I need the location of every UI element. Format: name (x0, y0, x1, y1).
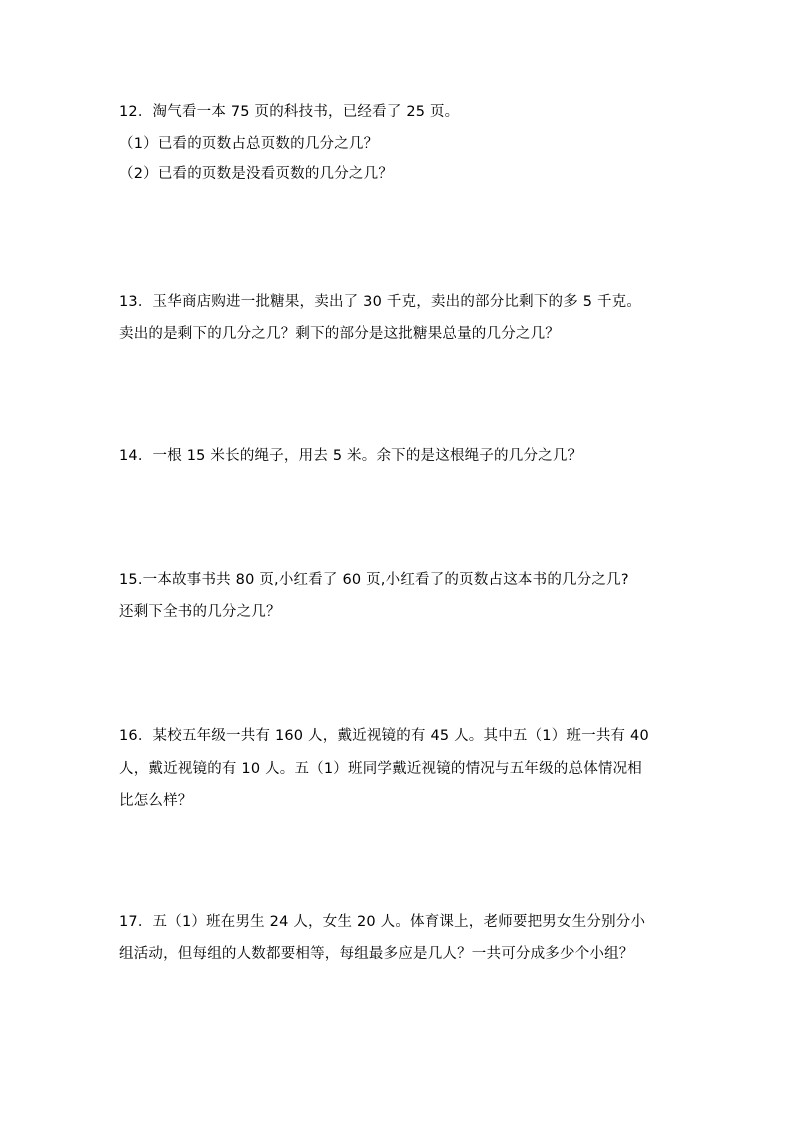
question-14-text: 14．一根 15 米长的绳子，用去 5 米。余下的是这根绳子的几分之几？ (119, 448, 583, 464)
question-15-line-1: 15.一本故事书共 80 页,小红看了 60 页,小红看了的页数占这本书的几分之几? (119, 572, 629, 588)
question-12-text: 12．淘气看一本 75 页的科技书，已经看了 25 页。 (119, 104, 460, 120)
question-12-part-2: （2）已看的页数是没看页数的几分之几？ (119, 166, 394, 182)
question-16-line-3: 比怎么样？ (119, 793, 193, 809)
question-17-line-1: 17．五（1）班在男生 24 人，女生 20 人。体育课上，老师要把男女生分别分小 (119, 914, 646, 930)
question-16-line-1: 16．某校五年级一共有 160 人，戴近视镜的有 45 人。其中五（1）班一共有 40 (119, 728, 649, 744)
question-16-line-2: 人，戴近视镜的有 10 人。五（1）班同学戴近视镜的情况与五年级的总体情况相 (119, 761, 642, 777)
question-13-line-2: 卖出的是剩下的几分之几？剩下的部分是这批糖果总量的几分之几？ (119, 326, 560, 342)
question-15-line-2: 还剩下全书的几分之几？ (119, 604, 281, 620)
question-17-line-2: 组活动，但每组的人数都要相等，每组最多应是几人？一共可分成多少个小组？ (119, 946, 634, 962)
question-13-line-1: 13．玉华商店购进一批糖果，卖出了 30 千克，卖出的部分比剩下的多 5 千克。 (119, 294, 642, 310)
question-12-part-1: （1）已看的页数占总页数的几分之几？ (119, 136, 379, 152)
